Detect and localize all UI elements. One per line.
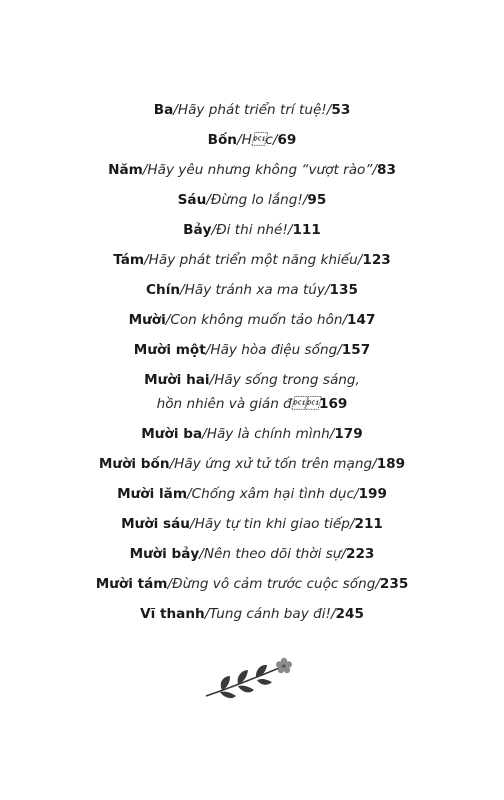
separator: / bbox=[329, 426, 335, 442]
leaf-icon bbox=[238, 686, 254, 693]
chapter-title: Hãy phát triển trí tuệ! bbox=[177, 102, 327, 118]
page-number: 235 bbox=[379, 576, 409, 592]
page-number: 189 bbox=[376, 456, 406, 472]
toc-entry[interactable] bbox=[0, 422, 504, 446]
toc-entry[interactable] bbox=[0, 308, 504, 332]
chapter-number: Sáu bbox=[177, 192, 207, 208]
chapter-title: Hãy ứng xử tử tốn trên mạng bbox=[174, 456, 373, 472]
page-number: 223 bbox=[346, 546, 375, 562]
chapter-title: Hãy sống trong sáng, bbox=[214, 372, 360, 388]
page-number: 83 bbox=[376, 162, 396, 178]
chapter-number: Tám bbox=[113, 252, 145, 268]
separator: / bbox=[272, 132, 278, 148]
toc-entry[interactable] bbox=[0, 368, 504, 416]
chapter-title: Hãy tự tin khi giao tiếp bbox=[194, 516, 350, 532]
chapter-title: Hc bbox=[241, 132, 273, 148]
chapter-title-continued: hồn nhiên và gián đ bbox=[156, 396, 319, 412]
separator: / bbox=[357, 252, 363, 268]
page-number: 53 bbox=[331, 102, 351, 118]
page-number: 169 bbox=[318, 396, 348, 412]
chapter-title-line-2 bbox=[0, 392, 504, 416]
chapter-number: Mười sáu bbox=[121, 516, 190, 532]
chapter-title: Chống xâm hại tình dục bbox=[191, 486, 354, 502]
page-number: 199 bbox=[358, 486, 387, 502]
separator: / bbox=[372, 162, 377, 178]
toc-entry[interactable] bbox=[0, 128, 504, 152]
toc-entry[interactable] bbox=[0, 278, 504, 302]
chapter-title: Nên theo dõi thời sự bbox=[203, 546, 342, 562]
separator: / bbox=[330, 606, 336, 622]
separator: / bbox=[349, 516, 355, 532]
chapter-number: Mười tám bbox=[95, 576, 168, 592]
separator: / bbox=[326, 102, 332, 118]
separator: / bbox=[341, 546, 347, 562]
toc-entry[interactable] bbox=[0, 248, 504, 272]
separator: / bbox=[205, 342, 211, 358]
toc-entry[interactable] bbox=[0, 158, 504, 182]
separator: / bbox=[209, 372, 215, 388]
chapter-number: Ba bbox=[153, 102, 174, 118]
page-number: 123 bbox=[362, 252, 391, 268]
leaf-icon bbox=[257, 679, 272, 685]
page-number: 147 bbox=[347, 312, 376, 328]
toc-entry[interactable] bbox=[0, 602, 504, 626]
chapter-number: Vĩ thanh bbox=[140, 606, 205, 622]
separator: / bbox=[375, 576, 380, 592]
separator: / bbox=[353, 486, 359, 502]
chapter-title: Hãy phát triển một năng khiếu bbox=[148, 252, 358, 268]
separator: / bbox=[190, 516, 195, 532]
separator: / bbox=[142, 162, 148, 178]
separator: / bbox=[236, 132, 242, 148]
page-number: 245 bbox=[335, 606, 364, 622]
chapter-number: Mười lăm bbox=[117, 486, 187, 502]
toc-entry[interactable] bbox=[0, 338, 504, 362]
separator: / bbox=[167, 576, 173, 592]
separator: / bbox=[206, 192, 211, 208]
page-number: 111 bbox=[292, 222, 321, 238]
page-number: 135 bbox=[329, 282, 358, 298]
chapter-title: Đi thi nhé! bbox=[216, 222, 288, 238]
separator: / bbox=[302, 192, 308, 208]
chapter-title: Hãy hòa điệu sống bbox=[210, 342, 338, 358]
chapter-number: Bốn bbox=[207, 132, 237, 148]
separator: / bbox=[202, 426, 207, 442]
toc-entry[interactable] bbox=[0, 188, 504, 212]
toc-entry[interactable] bbox=[0, 512, 504, 536]
separator: / bbox=[324, 282, 330, 298]
page-number: 211 bbox=[354, 516, 383, 532]
chapter-title: Hãy tránh xa ma túy bbox=[184, 282, 325, 298]
chapter-title: Hãy là chính mình bbox=[206, 426, 330, 442]
toc-entry[interactable] bbox=[0, 452, 504, 476]
separator: / bbox=[165, 312, 171, 328]
separator: / bbox=[144, 252, 149, 268]
separator: / bbox=[173, 102, 178, 118]
separator: / bbox=[337, 342, 342, 358]
page-number: 95 bbox=[307, 192, 327, 208]
toc-entry[interactable] bbox=[0, 572, 504, 596]
toc-entry[interactable] bbox=[0, 98, 504, 122]
separator: / bbox=[204, 606, 210, 622]
chapter-number: Mười ba bbox=[141, 426, 203, 442]
chapter-number: Năm bbox=[108, 162, 143, 178]
separator: / bbox=[169, 456, 175, 472]
leaf-icon bbox=[220, 692, 236, 698]
page-number: 157 bbox=[341, 342, 371, 358]
chapter-title: Đừng vô cảm trước cuộc sống bbox=[172, 576, 376, 592]
chapter-number: Mười hai bbox=[144, 372, 210, 388]
chapter-title: Hãy yêu nhưng không “vượt rào” bbox=[147, 162, 373, 178]
chapter-number: Mười bbox=[128, 312, 166, 328]
separator: / bbox=[287, 222, 293, 238]
toc-entry[interactable] bbox=[0, 542, 504, 566]
chapter-number: Mười bốn bbox=[98, 456, 170, 472]
chapter-title: Tung cánh bay đi! bbox=[209, 606, 331, 622]
flower-branch-icon bbox=[200, 656, 296, 702]
separator: / bbox=[180, 282, 185, 298]
chapter-number: Mười bảy bbox=[129, 546, 200, 562]
chapter-title: Con không muốn tảo hôn bbox=[170, 312, 343, 328]
chapter-number: Bảy bbox=[183, 222, 212, 238]
page-number: 179 bbox=[334, 426, 363, 442]
separator: / bbox=[211, 222, 217, 238]
toc-entry[interactable] bbox=[0, 482, 504, 506]
separator: / bbox=[372, 456, 377, 472]
separator: / bbox=[199, 546, 204, 562]
table-of-contents bbox=[0, 98, 504, 632]
toc-entry[interactable] bbox=[0, 218, 504, 242]
chapter-number: Mười một bbox=[133, 342, 206, 358]
separator: / bbox=[342, 312, 348, 328]
chapter-title: Đừng lo lắng! bbox=[210, 192, 303, 208]
flower-icon bbox=[276, 658, 292, 673]
chapter-number: Chín bbox=[146, 282, 181, 298]
separator: / bbox=[187, 486, 192, 502]
page-number: 69 bbox=[277, 132, 297, 148]
